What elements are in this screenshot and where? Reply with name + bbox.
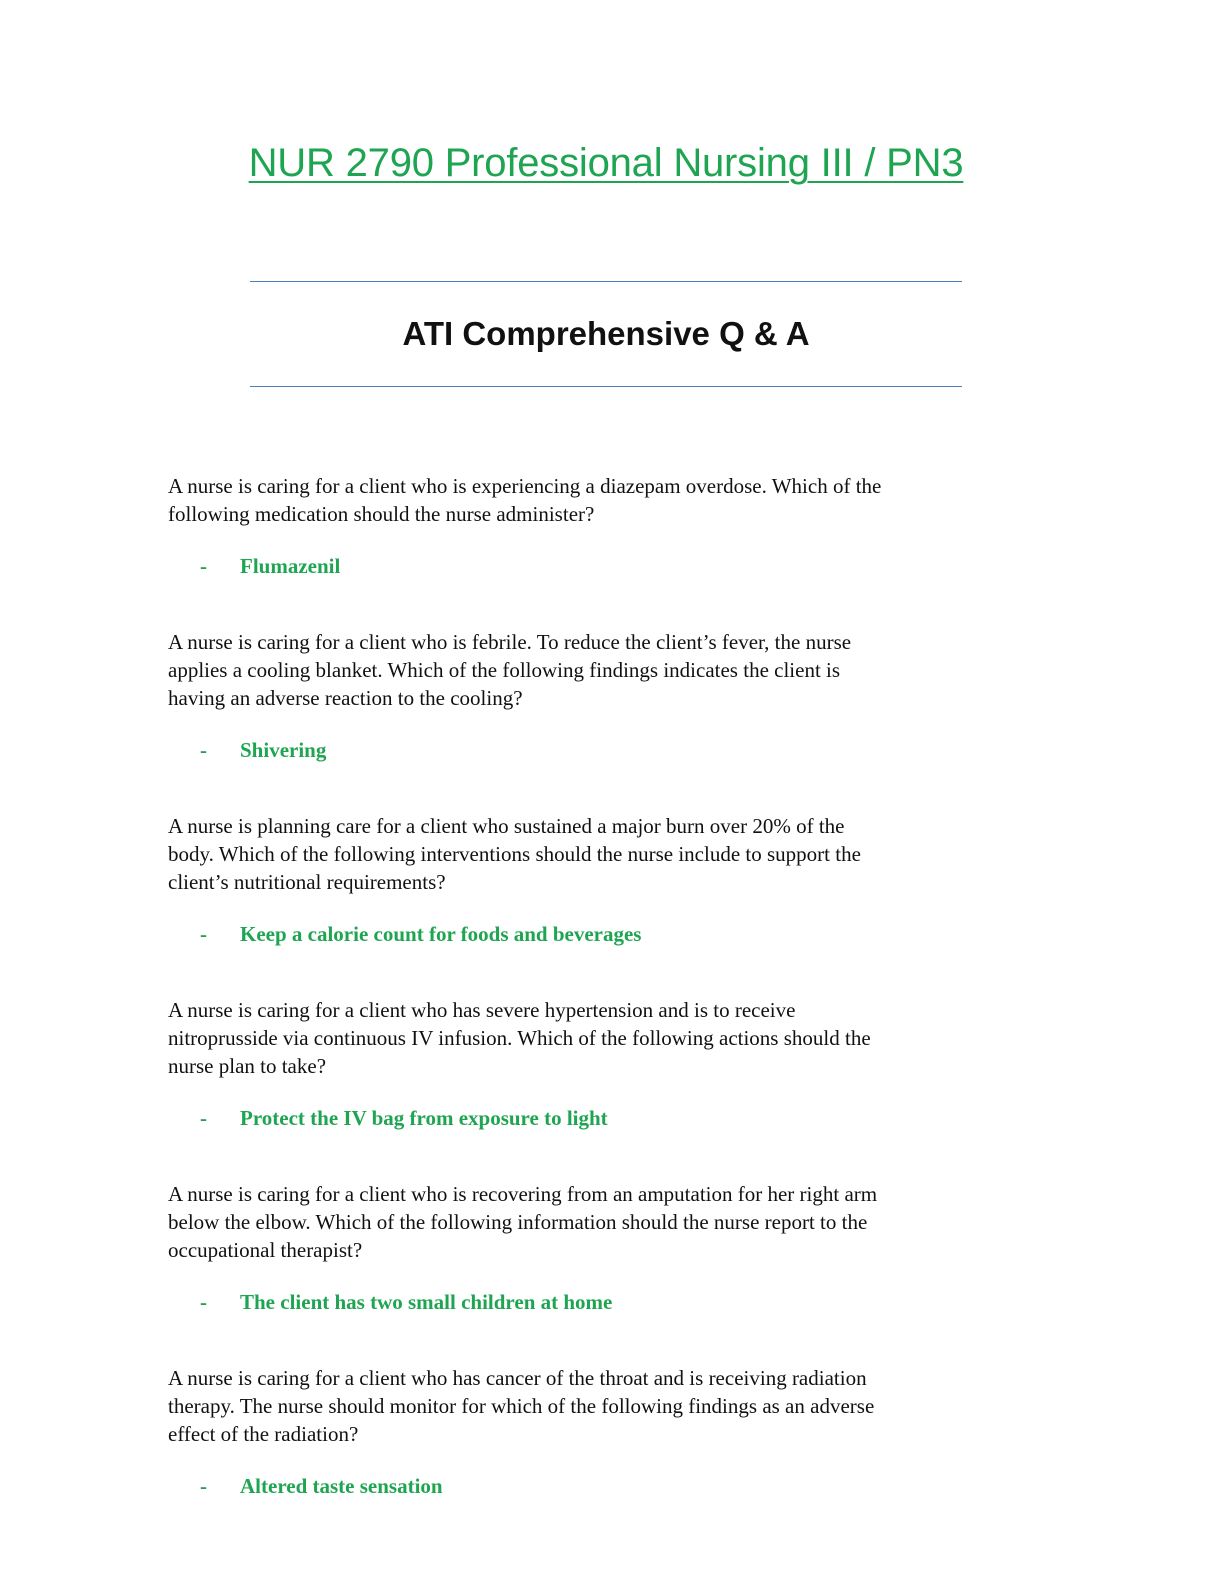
question-text [168,1180,1068,1264]
question-line: A nurse is caring for a client who has severe hypertension and is to receive [168,998,796,1022]
question-line: A nurse is planning care for a client who sustained a major burn over 20% of the [168,814,845,838]
answer-bullet: - [200,922,207,946]
answer-bullet: - [200,554,207,578]
question-text [168,996,1068,1080]
answer-text: The client has two small children at home [240,1290,613,1314]
question-text [168,812,1068,896]
answer-item [200,1104,1080,1132]
answer-text: Flumazenil [240,554,341,578]
answer-bullet: - [200,738,207,762]
question-line: applies a cooling blanket. Which of the following findings indicates the client is [168,658,841,682]
question-line: A nurse is caring for a client who is experiencing a diazepam overdose. Which of the [168,474,882,498]
question-line: A nurse is caring for a client who is recovering from an amputation for her right arm [168,1182,878,1206]
question-line: following medication should the nurse administer? [168,502,595,526]
answer-bullet: - [200,1474,207,1498]
answer-item [200,1288,1080,1316]
question-text [168,1364,1068,1448]
question-line: therapy. The nurse should monitor for which of the following findings as an adverse [168,1394,875,1418]
answer-text: Keep a calorie count for foods and beverages [240,922,642,946]
answer-bullet: - [200,1106,207,1130]
question-line: effect of the radiation? [168,1422,359,1446]
question-text [168,628,1068,712]
question-line: nitroprusside via continuous IV infusion. Which of the following actions should the [168,1026,871,1050]
document-subtitle: ATI Comprehensive Q & A [402,315,810,352]
answer-item [200,1472,1080,1500]
question-line: A nurse is caring for a client who is febrile. To reduce the client’s fever, the nurse [168,630,852,654]
question-line: client’s nutritional requirements? [168,870,446,894]
question-text [168,472,1068,528]
answer-item [200,736,1080,764]
document-title: NUR 2790 Professional Nursing III / PN3 [248,141,964,185]
answer-item [200,552,1080,580]
question-line: A nurse is caring for a client who has cancer of the throat and is receiving radiation [168,1366,867,1390]
question-line: having an adverse reaction to the cooling? [168,686,523,710]
answer-item [200,920,1080,948]
question-line: body. Which of the following interventions should the nurse include to support the [168,842,861,866]
answer-text: Shivering [240,738,327,762]
answer-text: Altered taste sensation [240,1474,443,1498]
answer-bullet: - [200,1290,207,1314]
answer-text: Protect the IV bag from exposure to light [240,1106,608,1130]
question-line: occupational therapist? [168,1238,363,1262]
question-line: nurse plan to take? [168,1054,327,1078]
question-line: below the elbow. Which of the following information should the nurse report to the [168,1210,868,1234]
